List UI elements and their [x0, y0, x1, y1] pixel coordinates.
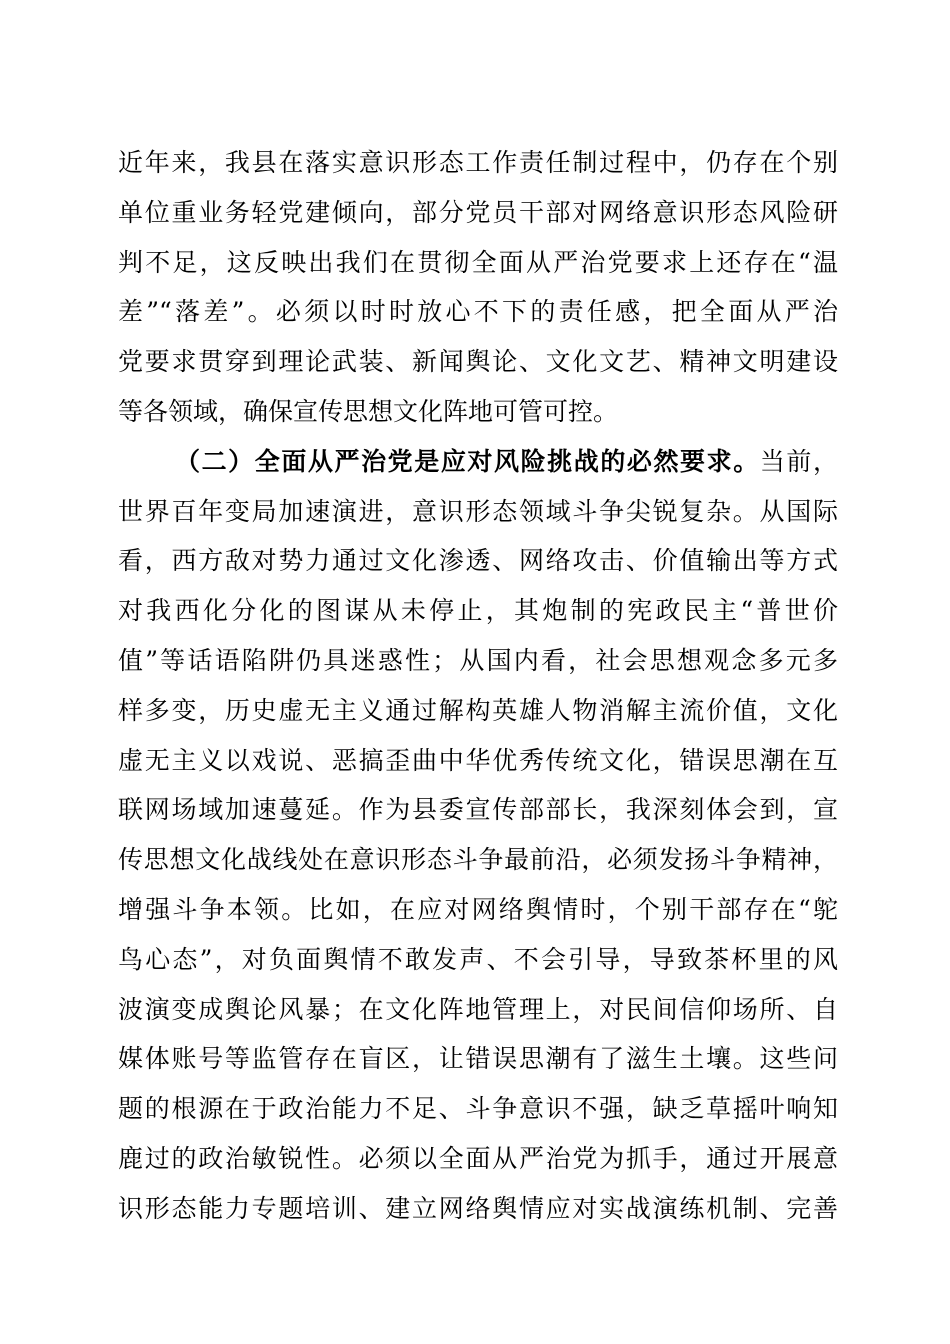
- paragraph-2-line-6: 样多变，历史虚无主义通过解构英雄人物消解主流价值，文化: [118, 696, 838, 725]
- paragraph-2-line-3: 看，西方敌对势力通过文化渗透、网络攻击、价值输出等方式: [118, 546, 838, 575]
- paragraph-2-first-line-rest: 当前，: [759, 447, 838, 476]
- paragraph-1-line-4: 差”“落差”。必须以时时放心不下的责任感，把全面从严治: [118, 297, 838, 326]
- paragraph-2-first-line: [175, 442, 838, 482]
- paragraph-2-line-7: 虚无主义以戏说、恶搞歪曲中华优秀传统文化，错误思潮在互: [118, 746, 838, 775]
- paragraph-2-line-10: 增强斗争本领。比如，在应对网络舆情时，个别干部存在“鸵: [118, 895, 838, 924]
- paragraph-2-line-4: 对我西化分化的图谋从未停止，其炮制的宪政民主“普世价: [118, 596, 838, 625]
- paragraph-2-line-9: 传思想文化战线处在意识形态斗争最前沿，必须发扬斗争精神，: [118, 845, 838, 874]
- paragraph-2-line-15: 鹿过的政治敏锐性。必须以全面从严治党为抓手，通过开展意: [118, 1144, 838, 1173]
- paragraph-1-line-2: 单位重业务轻党建倾向，部分党员干部对网络意识形态风险研: [118, 198, 838, 227]
- paragraph-1-line-6: 等各领域，确保宣传思想文化阵地可管可控。: [118, 397, 619, 426]
- paragraph-2-line-14: 题的根源在于政治能力不足、斗争意识不强，缺乏草摇叶响知: [118, 1094, 838, 1123]
- section-heading: （二）全面从严治党是应对风险挑战的必然要求。: [175, 447, 760, 476]
- paragraph-1-line-1: 近年来，我县在落实意识形态工作责任制过程中，仍存在个别: [118, 148, 838, 177]
- paragraph-2-line-2: 世界百年变局加速演进，意识形态领域斗争尖锐复杂。从国际: [118, 497, 838, 526]
- paragraph-2-line-11: 鸟心态”，对负面舆情不敢发声、不会引导，导致茶杯里的风: [118, 945, 838, 974]
- paragraph-2-line-5: 值”等话语陷阱仍具迷惑性；从国内看，社会思想观念多元多: [118, 646, 838, 675]
- paragraph-1-line-3: 判不足，这反映出我们在贯彻全面从严治党要求上还存在“温: [118, 248, 838, 277]
- paragraph-2-line-16: 识形态能力专题培训、建立网络舆情应对实战演练机制、完善: [118, 1194, 838, 1223]
- paragraph-1-line-5: 党要求贯穿到理论武装、新闻舆论、文化文艺、精神文明建设: [118, 347, 838, 376]
- paragraph-2-line-12: 波演变成舆论风暴；在文化阵地管理上，对民间信仰场所、自: [118, 995, 838, 1024]
- paragraph-2-line-13: 媒体账号等监管存在盲区，让错误思潮有了滋生土壤。这些问: [118, 1044, 838, 1073]
- paragraph-2-line-8: 联网场域加速蔓延。作为县委宣传部部长，我深刻体会到，宣: [118, 795, 838, 824]
